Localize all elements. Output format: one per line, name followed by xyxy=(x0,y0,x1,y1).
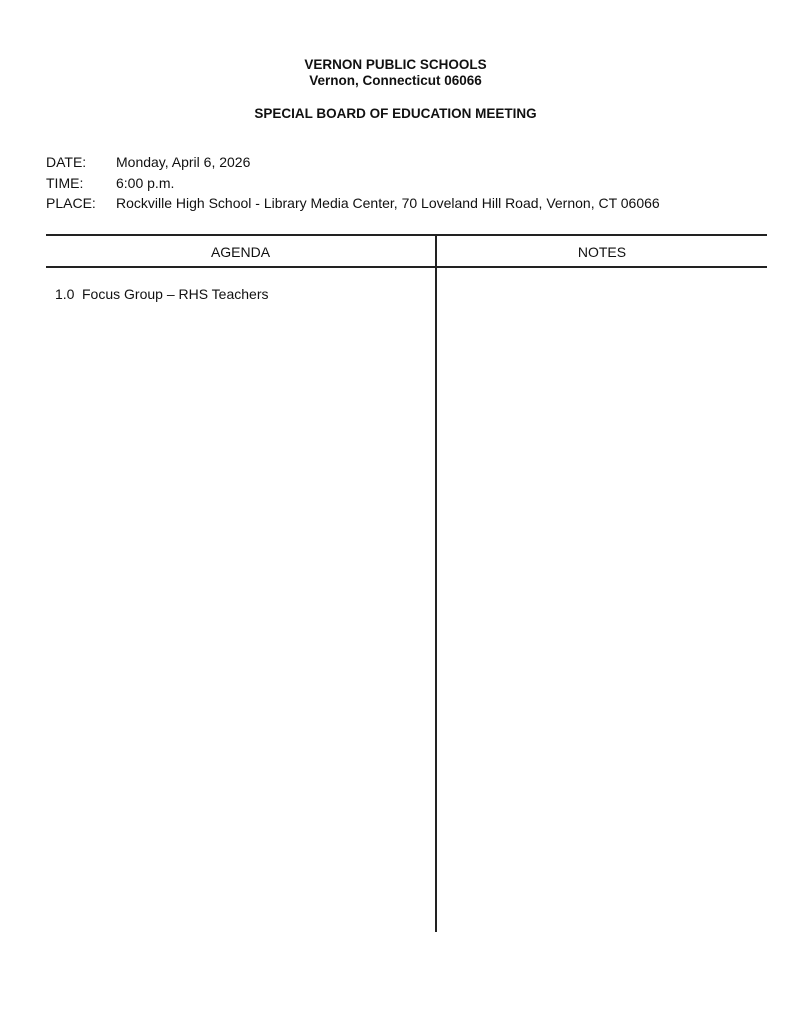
time-label: TIME: xyxy=(46,175,84,191)
date-value: Monday, April 6, 2026 xyxy=(116,154,251,170)
agenda-item xyxy=(55,286,269,302)
organization-address: Vernon, Connecticut 06066 xyxy=(309,73,482,88)
organization-name: VERNON PUBLIC SCHOOLS xyxy=(304,57,487,72)
table-top-rule xyxy=(46,234,767,236)
place-value: Rockville High School - Library Media Center, 70 Loveland Hill Road, Vernon, CT 06066 xyxy=(116,195,660,211)
place-label: PLACE: xyxy=(46,195,96,211)
agenda-item-number: 1.0 xyxy=(55,286,75,302)
column-divider xyxy=(435,234,437,932)
notes-column-header: NOTES xyxy=(577,244,627,260)
time-value: 6:00 p.m. xyxy=(116,175,175,191)
agenda-column-header: AGENDA xyxy=(210,244,271,260)
date-label: DATE: xyxy=(46,154,87,170)
table-header-rule xyxy=(46,266,767,268)
agenda-item-title: Focus Group – RHS Teachers xyxy=(82,286,269,302)
meeting-title: SPECIAL BOARD OF EDUCATION MEETING xyxy=(254,106,537,121)
